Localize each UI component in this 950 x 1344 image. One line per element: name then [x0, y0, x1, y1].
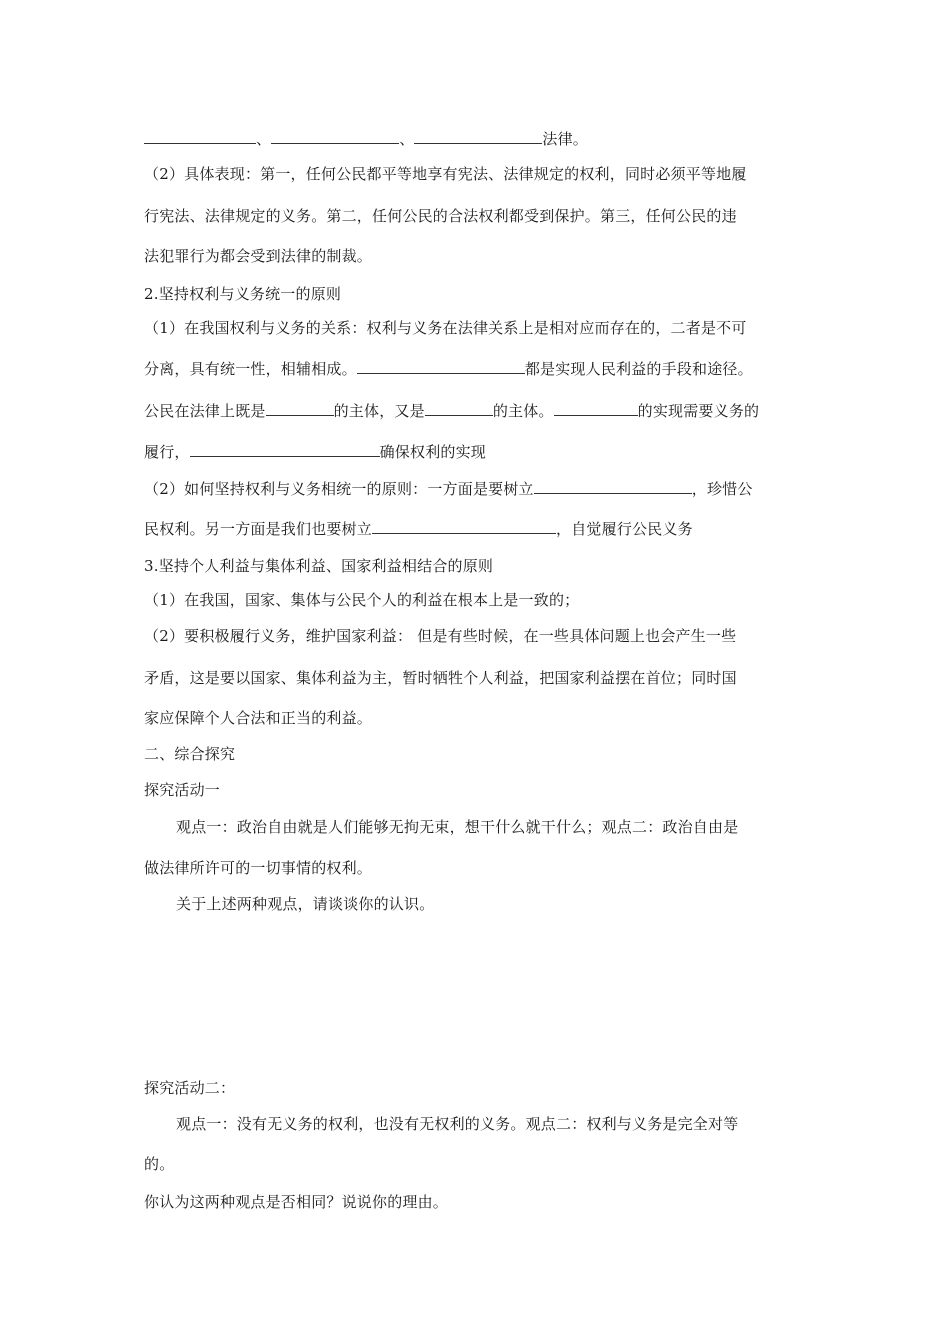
text-line-24: 的。 [144, 1155, 175, 1173]
text-line-4: 法犯罪行为都会受到法律的制裁。 [144, 247, 373, 265]
text-line-19: 观点一：政治自由就是人们能够无拘无束，想干什么就干什么；观点二：政治自由是 [176, 818, 739, 836]
section-heading-part-2: 二、综合探究 [144, 745, 236, 763]
text-line-1 [144, 128, 588, 149]
text-separator: 、 [256, 130, 272, 148]
text-span: （2）如何坚持权利与义务相统一的原则：一方面是要树立 [144, 480, 534, 498]
activity-heading-2: 探究活动二： [144, 1079, 236, 1097]
text-span: 法律。 [542, 130, 589, 148]
text-span: 民权利。另一方面是我们也要树立 [144, 520, 373, 538]
text-separator: 、 [399, 130, 415, 148]
fill-blank[interactable] [144, 128, 256, 144]
text-span: 的主体，又是 [333, 402, 425, 420]
text-line-23: 观点一：没有无义务的权利，也没有无权利的义务。观点二：权利与义务是完全对等 [176, 1115, 739, 1133]
fill-blank[interactable] [554, 400, 638, 416]
activity-heading-1: 探究活动一 [144, 781, 221, 799]
text-line-3: 行宪法、法律规定的义务。第二，任何公民的合法权利都受到保护。第三，任何公民的违 [144, 207, 737, 225]
text-line-13: （1）在我国，国家、集体与公民个人的利益在根本上是一致的； [144, 591, 580, 609]
text-span: ，自觉履行公民义务 [556, 520, 693, 538]
fill-blank[interactable] [266, 400, 334, 416]
section-heading-3: 3.坚持个人利益与集体利益、国家利益相结合的原则 [144, 557, 494, 575]
text-line-14: （2）要积极履行义务，维护国家利益： 但是有些时候，在一些具体问题上也会产生一些 [144, 627, 737, 645]
text-line-8 [144, 400, 759, 421]
text-span: ，珍惜公 [691, 480, 753, 498]
section-heading-2: 2.坚持权利与义务统一的原则 [144, 285, 342, 303]
text-span: 公民在法律上既是 [144, 402, 266, 420]
text-line-9 [144, 441, 486, 462]
text-line-2: （2）具体表现：第一，任何公民都平等地享有宪法、法律规定的权利，同时必须平等地履 [144, 165, 747, 183]
fill-blank[interactable] [414, 128, 542, 144]
text-span: 确保权利的实现 [379, 443, 487, 461]
question-1: 关于上述两种观点，请谈谈你的认识。 [176, 895, 435, 913]
fill-blank[interactable] [357, 358, 525, 374]
text-span: 都是实现人民利益的手段和途径。 [524, 360, 753, 378]
text-line-15: 矛盾，这是要以国家、集体利益为主，暂时牺牲个人利益，把国家利益摆在首位；同时国 [144, 669, 737, 687]
text-line-6: （1）在我国权利与义务的关系：权利与义务在法律关系上是相对应而存在的，二者是不可 [144, 319, 747, 337]
text-span: 分离，具有统一性，相辅相成。 [144, 360, 357, 378]
fill-blank[interactable] [190, 441, 380, 457]
text-line-7 [144, 358, 753, 379]
text-span: 的实现需要义务的 [637, 402, 760, 420]
text-line-20: 做法律所许可的一切事情的权利。 [144, 859, 373, 877]
text-span: 履行， [144, 443, 190, 461]
fill-blank[interactable] [271, 128, 399, 144]
question-2: 你认为这两种观点是否相同？说说你的理由。 [144, 1193, 449, 1211]
fill-blank[interactable] [425, 400, 493, 416]
text-line-11 [144, 518, 693, 539]
text-line-16: 家应保障个人合法和正当的利益。 [144, 709, 373, 727]
text-span: 的主体。 [492, 402, 554, 420]
fill-blank[interactable] [372, 518, 556, 534]
text-line-10 [144, 478, 753, 499]
fill-blank[interactable] [534, 478, 692, 494]
